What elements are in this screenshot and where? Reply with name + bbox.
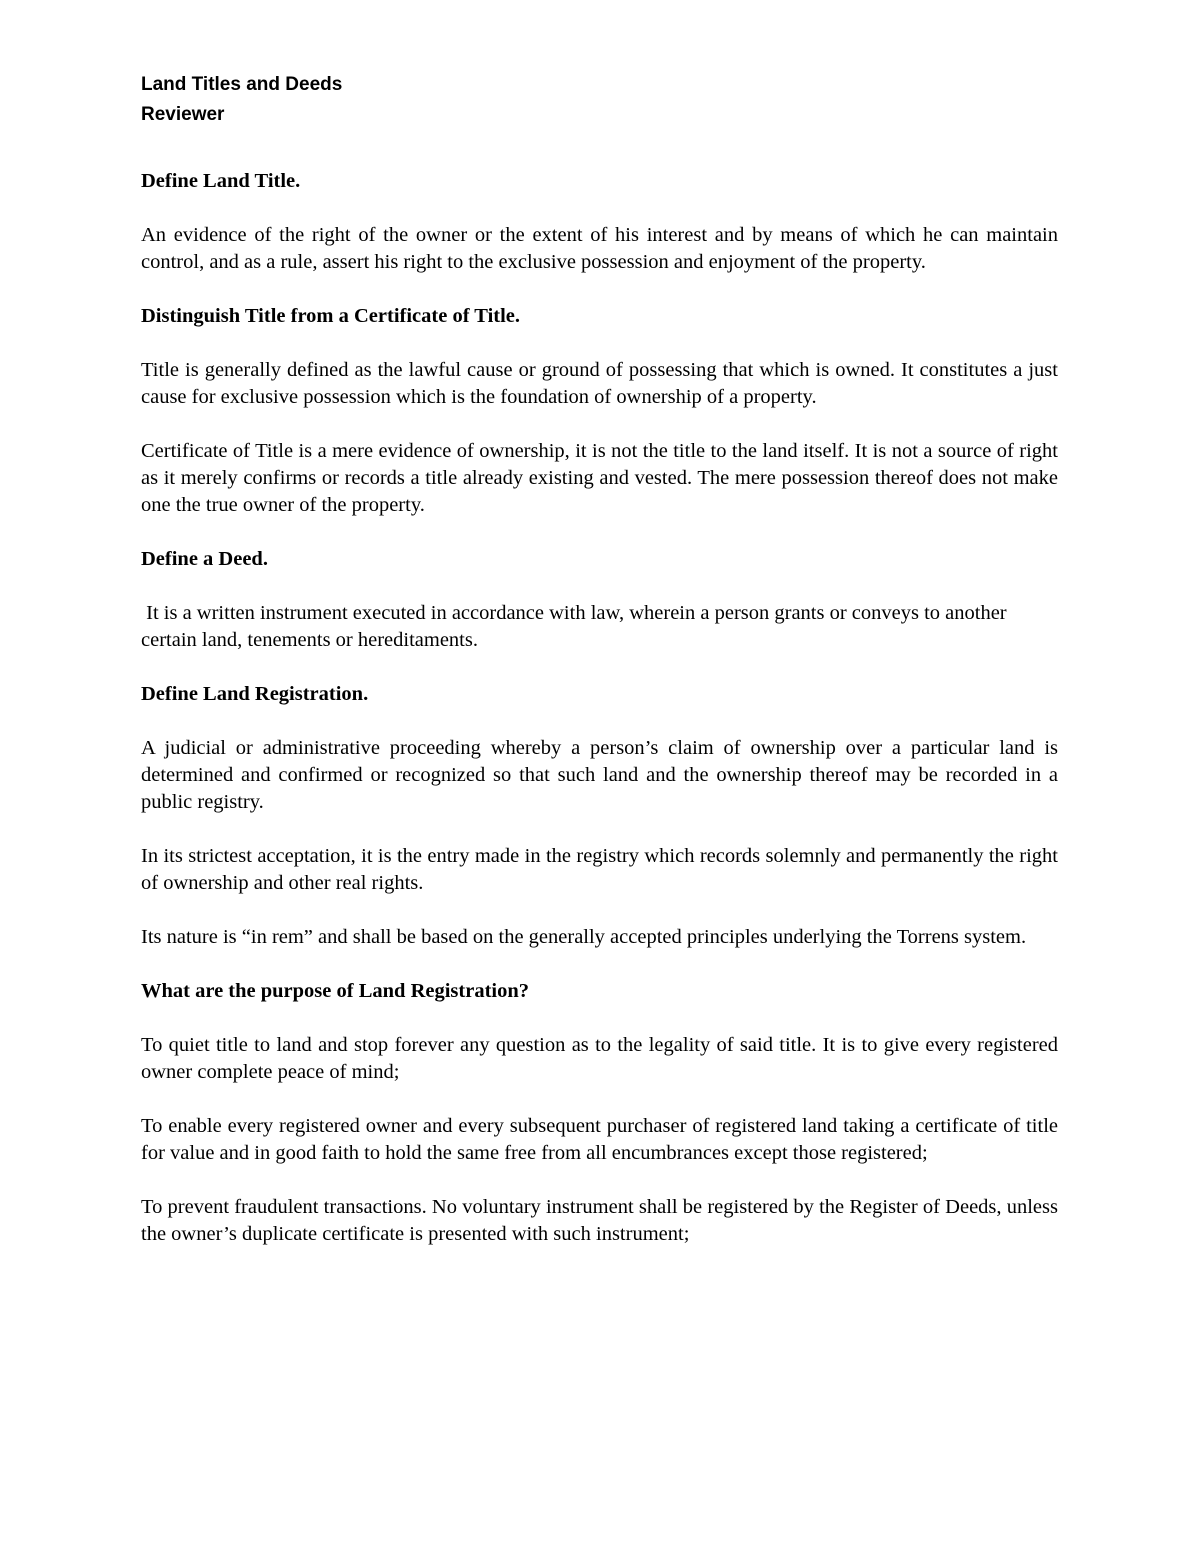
section-heading-land-registration: Define Land Registration.: [141, 683, 369, 705]
section-paragraph: Certificate of Title is a mere evidence of ownership, it is not the title to the land itself. It is not a source of right as it merely confirms or records a title already existing and vested. The mere possession thereof does not make one the true owner of the property.: [141, 440, 1058, 516]
section-paragraph: To quiet title to land and stop forever any question as to the legality of said title. It is to give every registered owner complete peace of mind;: [141, 1034, 1058, 1083]
document-subtitle: Reviewer: [141, 104, 225, 125]
document-title: Land Titles and Deeds: [141, 74, 343, 95]
section-heading-deed: Define a Deed.: [141, 548, 268, 570]
document-header: [141, 70, 1058, 130]
section-heading-title-vs-certificate: Distinguish Title from a Certificate of Title.: [141, 305, 521, 327]
document-body: [141, 168, 1058, 1275]
section-paragraph: Its nature is “in rem” and shall be based on the generally accepted principles underlying the Torrens system.: [141, 926, 1027, 948]
section-heading-land-title: Define Land Title.: [141, 170, 301, 192]
section-paragraph: In its strictest acceptation, it is the entry made in the registry which records solemnly and permanently the right of ownership and other real rights.: [141, 845, 1058, 894]
section-paragraph: An evidence of the right of the owner or the extent of his interest and by means of which he can maintain control, and as a rule, assert his right to the exclusive possession and enjoyment of the property.: [141, 224, 1058, 273]
section-paragraph: It is a written instrument executed in accordance with law, wherein a person grants or conveys to another certain land, tenements or hereditaments.: [141, 602, 1012, 651]
section-paragraph: To prevent fraudulent transactions. No voluntary instrument shall be registered by the Register of Deeds, unless the owner’s duplicate certificate is presented with such instrument;: [141, 1196, 1058, 1245]
section-paragraph: Title is generally defined as the lawful cause or ground of possessing that which is owned. It constitutes a just cause for exclusive possession which is the foundation of ownership of a property.: [141, 359, 1058, 408]
section-paragraph: A judicial or administrative proceeding whereby a person’s claim of ownership over a particular land is determined and confirmed or recognized so that such land and the ownership thereof may be recorded in a public registry.: [141, 737, 1058, 813]
section-heading-purpose: What are the purpose of Land Registration?: [141, 980, 529, 1002]
section-paragraph: To enable every registered owner and every subsequent purchaser of registered land taking a certificate of title for value and in good faith to hold the same free from all encumbrances except those registered;: [141, 1115, 1058, 1164]
